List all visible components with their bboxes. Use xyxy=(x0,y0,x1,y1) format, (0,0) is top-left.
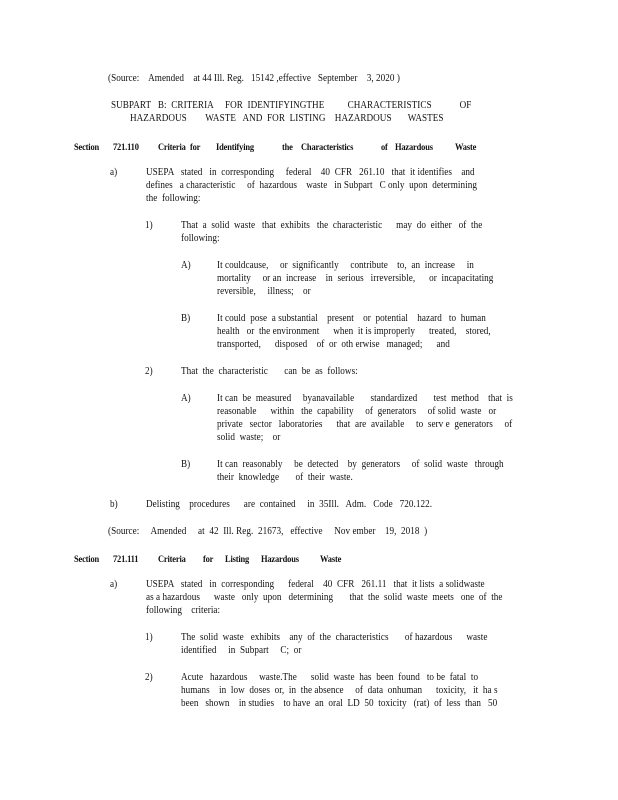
para-a2-marker: a) xyxy=(110,579,118,590)
item-2a-line: solid waste; or xyxy=(217,432,281,443)
item-1b-line: health or the environment when it is improperly treated, stored, xyxy=(217,326,491,337)
para-a2-line: as a hazardous waste only upon determining that the solid waste meets one of the xyxy=(146,592,503,603)
section-heading-word: Listing xyxy=(225,554,250,565)
item-1-line: That a solid waste that exhibits the characteristic may do either of the xyxy=(181,220,483,231)
section-heading-word: Identifying xyxy=(216,142,254,153)
item-2a-marker: A) xyxy=(181,393,191,404)
item-2a-line: private sector laboratories that are available to serv e generators of xyxy=(217,419,513,430)
section-heading-word: Characteristics xyxy=(301,142,354,153)
item-2-line: That the characteristic can be as follows: xyxy=(181,366,358,377)
section-number: 721.110 xyxy=(113,142,139,153)
para-b-text: Delisting procedures are contained in 35Ill. Adm. Code 720.122. xyxy=(146,499,433,510)
para-b-marker: b) xyxy=(110,499,118,510)
item-1b-line: transported, disposed of or oth erwise managed; and xyxy=(217,339,450,350)
section-heading-word: Hazardous xyxy=(395,142,433,153)
item-2-marker: 2) xyxy=(145,366,153,377)
item-1a-line: mortality or an increase in serious irreversible, or incapacitating xyxy=(217,273,494,284)
item-2a-line: reasonable within the capability of generators of solid waste or xyxy=(217,406,497,417)
section-heading-word: Criteria xyxy=(158,554,186,565)
para-a2-line: following criteria: xyxy=(146,605,221,616)
item-b1-line: identified in Subpart C; or xyxy=(181,645,302,656)
para-a-line: defines a characteristic of hazardous waste in Subpart C only upon determining xyxy=(146,180,477,191)
source-note-2020: (Source: Amended at 44 Ill. Reg. 15142 ,effective September 3, 2020 ) xyxy=(108,73,400,84)
section-heading-word: Criteria xyxy=(158,142,186,153)
item-1-line: following: xyxy=(181,233,220,244)
item-1-marker: 1) xyxy=(145,220,153,231)
section-heading-word: the xyxy=(282,142,293,153)
section-heading-word: for xyxy=(203,554,214,565)
item-2b-marker: B) xyxy=(181,459,191,470)
item-b2-marker: 2) xyxy=(145,672,153,683)
section-heading-word: Waste xyxy=(320,554,342,565)
item-b1-marker: 1) xyxy=(145,632,153,643)
item-1a-line: reversible, illness; or xyxy=(217,286,311,297)
item-2b-line: It can reasonably be detected by generators of solid waste through xyxy=(217,459,504,470)
subpart-title-line-2: HAZARDOUS WASTE AND FOR LISTING HAZARDOUS WASTES xyxy=(130,113,444,124)
item-b2-line: been shown in studies to have an oral LD 50 toxicity (rat) of less than 50 xyxy=(181,698,498,709)
item-b1-line: The solid waste exhibits any of the characteristics of hazardous waste xyxy=(181,632,488,643)
section-heading-word: Hazardous xyxy=(261,554,299,565)
item-1b-marker: B) xyxy=(181,313,191,324)
subpart-title-line-1: SUBPART B: CRITERIA FOR IDENTIFYINGTHE CHARACTERISTICS OF xyxy=(111,100,472,111)
para-a-marker: a) xyxy=(110,167,118,178)
para-a2-line: USEPA stated in corresponding federal 40 CFR 261.11 that it lists a solidwaste xyxy=(146,579,485,590)
source-note-2018: (Source: Amended at 42 Ill. Reg. 21673, effective Nov ember 19, 2018 ) xyxy=(108,526,428,537)
item-b2-line: humans in low doses or, in the absence of data onhuman toxicity, it ha s xyxy=(181,685,498,696)
section-label: Section xyxy=(74,142,100,153)
item-1a-marker: A) xyxy=(181,260,191,271)
item-1b-line: It could pose a substantial present or potential hazard to human xyxy=(217,313,486,324)
section-heading-word: for xyxy=(190,142,201,153)
para-a-line: the following: xyxy=(146,193,201,204)
section-number: 721.111 xyxy=(113,554,139,565)
item-1a-line: It couldcause, or significantly contribute to, an increase in xyxy=(217,260,474,271)
section-heading-word: Waste xyxy=(455,142,477,153)
section-heading-word: of xyxy=(381,142,388,153)
item-2a-line: It can be measured byanavailable standardized test method that is xyxy=(217,393,513,404)
item-2b-line: their knowledge of their waste. xyxy=(217,472,353,483)
para-a-line: USEPA stated in corresponding federal 40 CFR 261.10 that it identifies and xyxy=(146,167,475,178)
section-label: Section xyxy=(74,554,100,565)
item-b2-line: Acute hazardous waste.The solid waste has been found to be fatal to xyxy=(181,672,479,683)
